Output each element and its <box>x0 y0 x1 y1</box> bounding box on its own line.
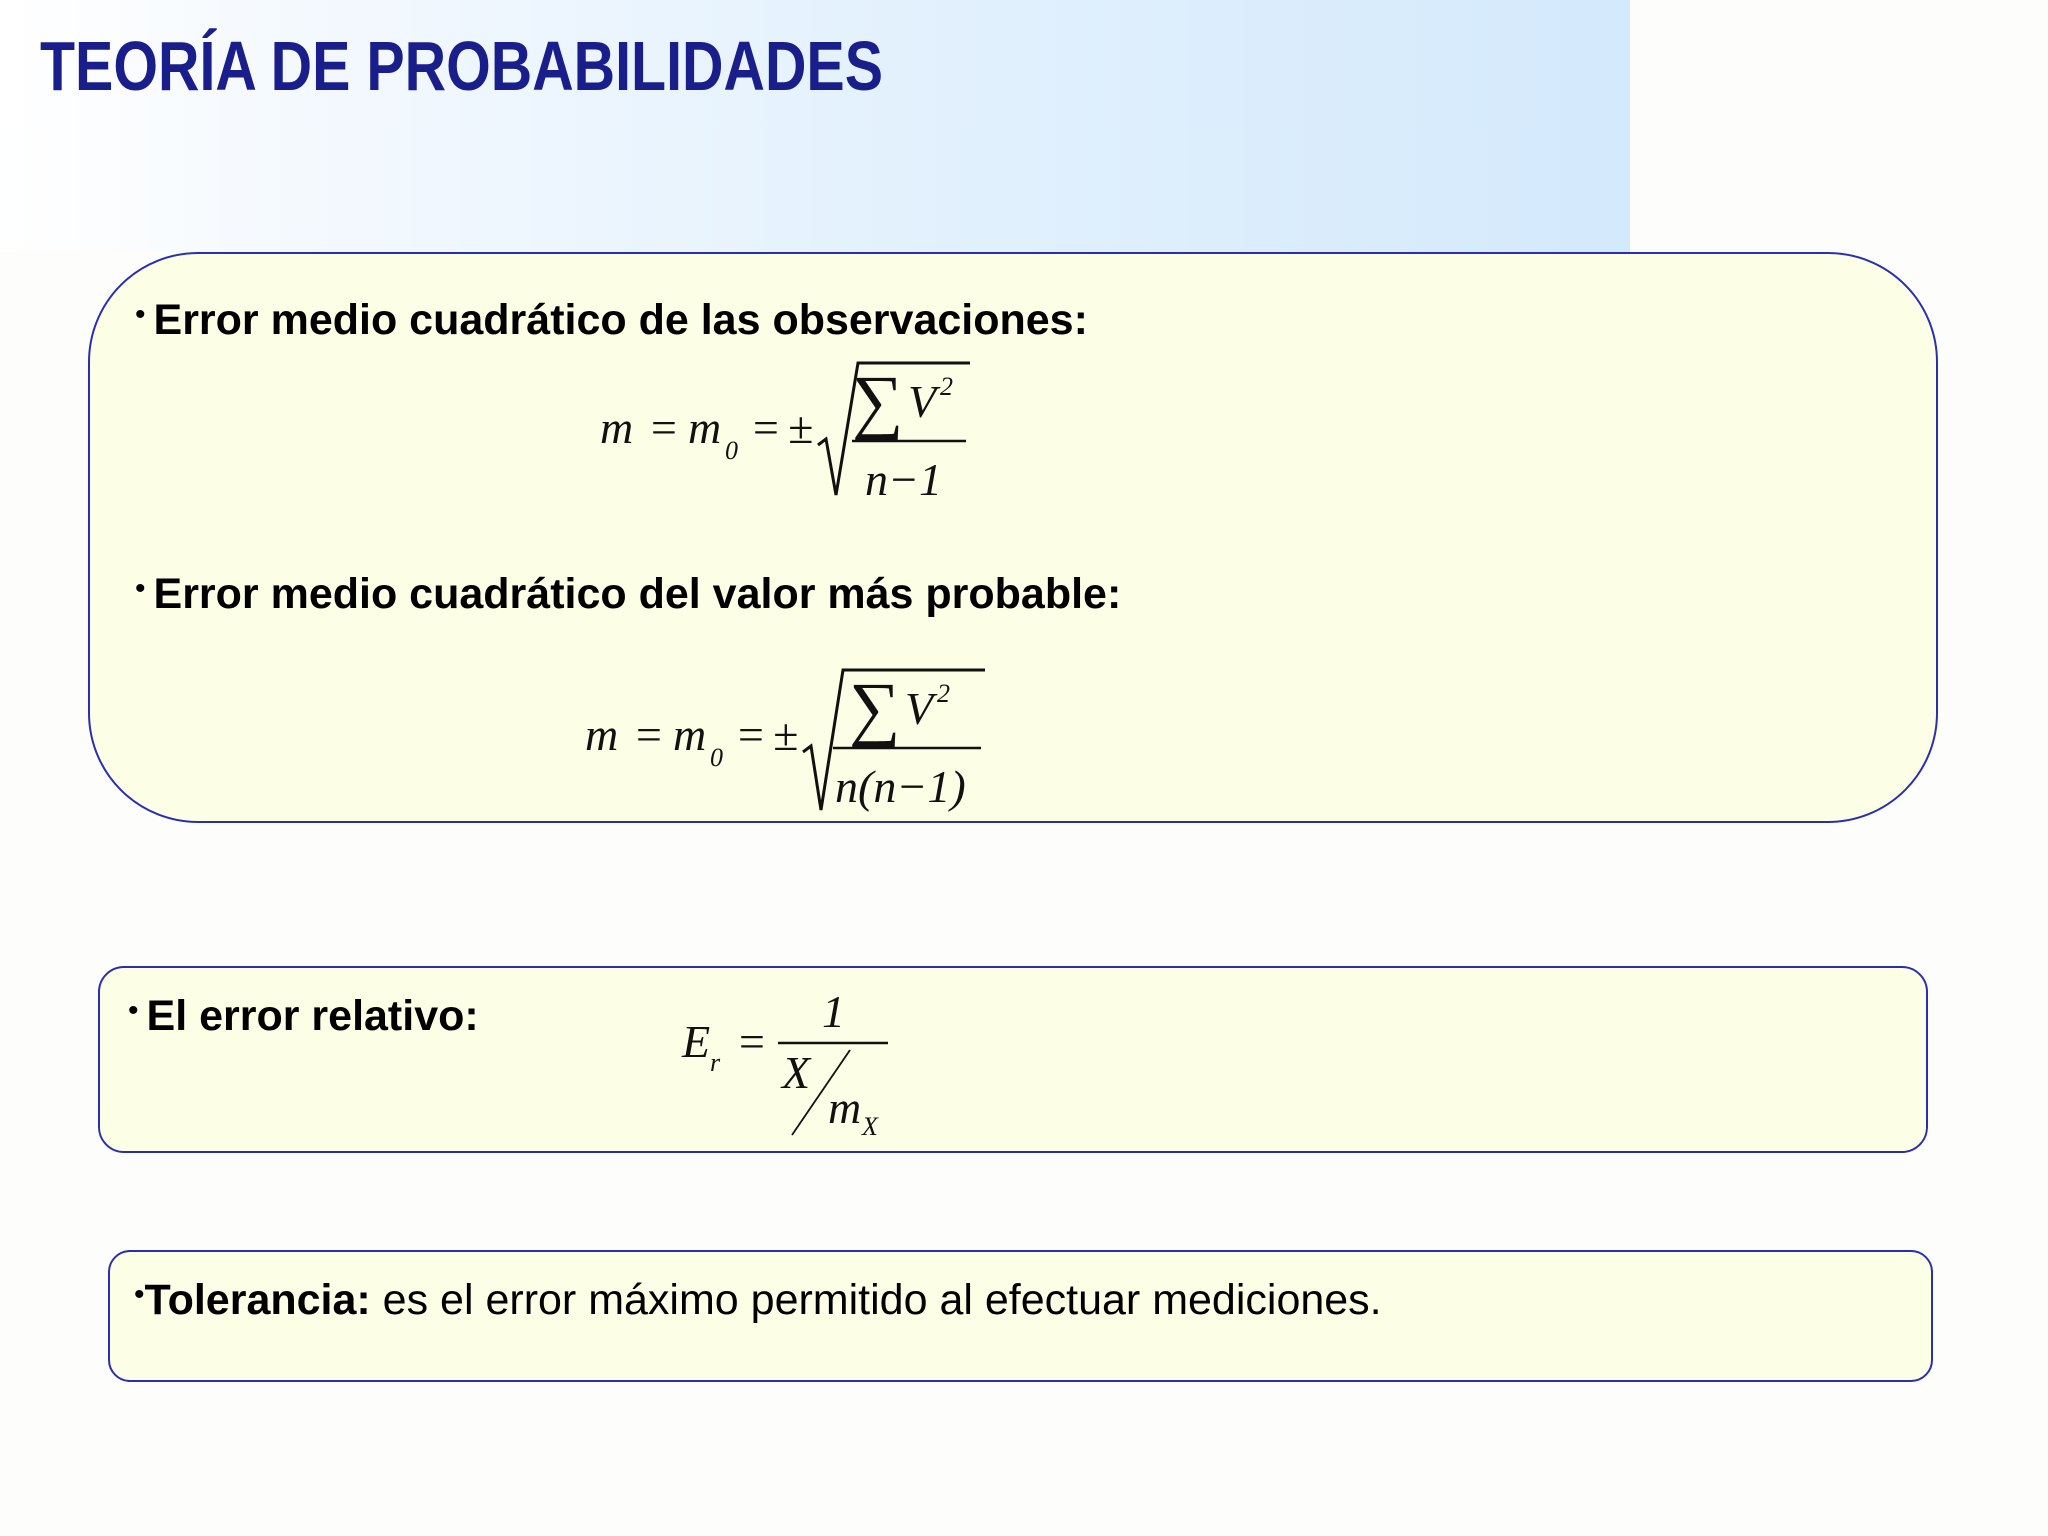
numerator-one: 1 <box>822 986 845 1037</box>
tolerance-definition: es el error máximo permitido al efectuar mediciones. <box>370 1276 1382 1324</box>
sigma-symbol: ∑ <box>849 668 901 748</box>
formula-relative-error <box>670 985 930 1145</box>
formula-observations <box>590 355 1010 515</box>
formula-plusminus: ± <box>773 709 799 760</box>
observations-label: Error medio cuadrático de las observaciones: <box>153 296 1088 344</box>
bullet-dot: • <box>134 1278 145 1311</box>
den-m: m <box>828 1082 862 1133</box>
bullet-dot: • <box>128 994 139 1027</box>
den-x: X <box>782 1047 811 1098</box>
numerator-v: V <box>905 683 934 734</box>
formula-m0: m <box>673 709 707 760</box>
formula-m: m <box>585 709 619 760</box>
formula-equals-1: = <box>648 402 680 453</box>
formula-equals-2: = <box>750 402 782 453</box>
formula-equals-1: = <box>633 709 665 760</box>
numerator-exponent: 2 <box>940 372 953 401</box>
tolerance-label: Tolerancia: <box>144 1276 371 1324</box>
formula-equals-2: = <box>735 709 767 760</box>
formula-plusminus: ± <box>788 402 814 453</box>
formula-most-probable <box>575 662 1025 822</box>
denominator: n−1 <box>865 454 943 505</box>
numerator-exponent: 2 <box>937 679 950 708</box>
bullet-relative-error <box>128 992 479 1041</box>
bullet-most-probable <box>135 570 1121 619</box>
formula-equals: = <box>736 1016 768 1067</box>
numerator-v: V <box>908 376 937 427</box>
sigma-symbol: ∑ <box>852 361 904 441</box>
formula-m: m <box>600 402 634 453</box>
den-m-sub: X <box>862 1112 878 1141</box>
relative-error-label: El error relativo: <box>146 992 479 1040</box>
formula-e-sub: r <box>710 1048 721 1077</box>
bullet-observations <box>135 296 1088 345</box>
formula-m0-sub: 0 <box>710 743 723 772</box>
slide-title: TEORÍA DE PROBABILIDADES <box>40 27 883 105</box>
most-probable-label: Error medio cuadrático del valor más probable: <box>153 570 1122 618</box>
bullet-dot: • <box>135 572 146 605</box>
denominator: n(n−1) <box>835 761 966 812</box>
formula-e: E <box>682 1016 711 1067</box>
formula-m0: m <box>688 402 722 453</box>
bullet-dot: • <box>135 298 146 331</box>
bullet-tolerance <box>134 1276 1382 1325</box>
formula-m0-sub: 0 <box>725 436 738 465</box>
